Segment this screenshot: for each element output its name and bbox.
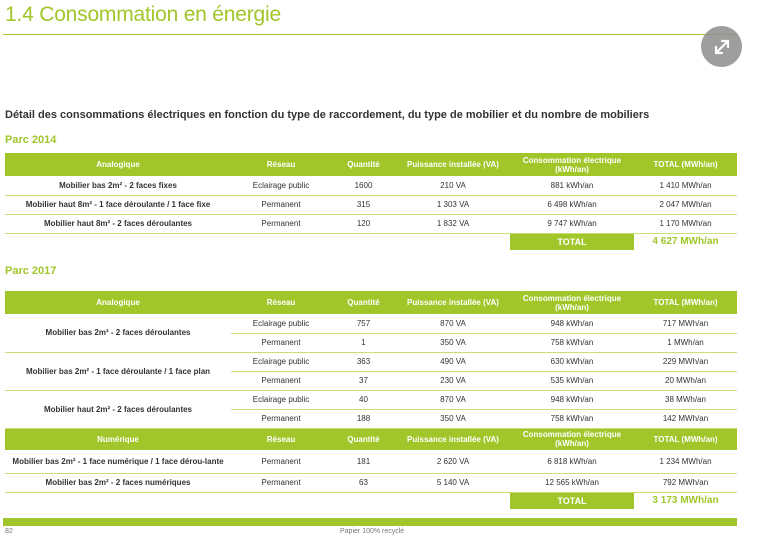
column-header: Analogique: [5, 153, 231, 176]
power-cell: 350 VA: [396, 333, 510, 352]
page-title: 1.4 Consommation en énergie: [5, 3, 281, 26]
expand-arrows-icon: [711, 36, 733, 58]
consumption-cell: 12 565 kWh/an: [510, 473, 634, 492]
furniture-type: Mobilier bas 2m² - 1 face déroulante / 1 face plan: [5, 352, 231, 390]
quantity-cell: 315: [331, 195, 396, 214]
table-row: [5, 314, 737, 333]
column-header: Quantité: [331, 153, 396, 176]
consumption-cell: 535 kWh/an: [510, 371, 634, 390]
column-header: Quantité: [331, 428, 396, 450]
parc-2014-heading: Parc 2014: [5, 134, 57, 146]
total-cell: 1 MWh/an: [634, 333, 737, 352]
power-cell: 210 VA: [396, 176, 510, 195]
table-row: [5, 352, 737, 371]
quantity-cell: 37: [331, 371, 396, 390]
table-row: [5, 390, 737, 409]
network-cell: Permanent: [231, 473, 331, 492]
table-row: [5, 450, 737, 473]
consumption-cell: 9 747 kWh/an: [510, 214, 634, 233]
network-cell: Eclairage public: [231, 176, 331, 195]
column-header: TOTAL (MWh/an): [634, 291, 737, 314]
power-cell: 1 303 VA: [396, 195, 510, 214]
footer-note: Papier 100% recyclé: [340, 528, 405, 535]
total-cell: 38 MWh/an: [634, 390, 737, 409]
total-cell: 1 170 MWh/an: [634, 214, 737, 233]
footer-bar: [3, 518, 737, 526]
total-cell: 20 MWh/an: [634, 371, 737, 390]
section-subtitle: Détail des consommations électriques en fonction du type de raccordement, du type de mobilier et du nombre de mobiliers: [5, 109, 650, 121]
power-cell: 2 620 VA: [396, 450, 510, 473]
column-header: Réseau: [231, 291, 331, 314]
column-header: Consommation électrique (kWh/an): [510, 291, 634, 314]
quantity-cell: 757: [331, 314, 396, 333]
network-cell: Permanent: [231, 371, 331, 390]
consumption-cell: 948 kWh/an: [510, 390, 634, 409]
column-header: TOTAL (MWh/an): [634, 428, 737, 450]
consumption-cell: 758 kWh/an: [510, 409, 634, 428]
column-header: Puissance installée (VA): [396, 291, 510, 314]
quantity-cell: 40: [331, 390, 396, 409]
consumption-cell: 6 498 kWh/an: [510, 195, 634, 214]
table-row: [5, 176, 737, 195]
power-cell: 230 VA: [396, 371, 510, 390]
total-cell: 2 047 MWh/an: [634, 195, 737, 214]
power-cell: 350 VA: [396, 409, 510, 428]
table-row: [5, 195, 737, 214]
power-cell: 870 VA: [396, 314, 510, 333]
total-cell: 792 MWh/an: [634, 473, 737, 492]
furniture-type: Mobilier bas 2m² - 1 face numérique / 1 face dérou-lante: [5, 450, 231, 473]
quantity-cell: 120: [331, 214, 396, 233]
quantity-cell: 63: [331, 473, 396, 492]
furniture-type: Mobilier bas 2m² - 2 faces numériques: [5, 473, 231, 492]
parc-2014-table: [5, 153, 737, 250]
total-label: TOTAL: [510, 492, 634, 509]
numeric-header-row: [5, 428, 737, 450]
table-row: [5, 214, 737, 233]
quantity-cell: 1600: [331, 176, 396, 195]
consumption-cell: 948 kWh/an: [510, 314, 634, 333]
network-cell: Permanent: [231, 195, 331, 214]
consumption-cell: 6 818 kWh/an: [510, 450, 634, 473]
quantity-cell: 188: [331, 409, 396, 428]
table-header-row: [5, 153, 737, 176]
column-header: Puissance installée (VA): [396, 428, 510, 450]
furniture-type: Mobilier haut 2m² - 2 faces déroulantes: [5, 390, 231, 428]
column-header: Réseau: [231, 153, 331, 176]
power-cell: 5 140 VA: [396, 473, 510, 492]
furniture-type: Mobilier bas 2m² - 2 faces fixes: [5, 176, 231, 195]
total-row: [5, 233, 737, 250]
column-header: Analogique: [5, 291, 231, 314]
table-row: [5, 473, 737, 492]
network-cell: Permanent: [231, 333, 331, 352]
table-header-row: [5, 291, 737, 314]
quantity-cell: 181: [331, 450, 396, 473]
network-cell: Eclairage public: [231, 314, 331, 333]
page-number: 82: [5, 528, 13, 535]
parc-2017-table: [5, 291, 737, 509]
total-cell: 717 MWh/an: [634, 314, 737, 333]
network-cell: Permanent: [231, 409, 331, 428]
expand-button[interactable]: [701, 26, 742, 67]
column-header: Puissance installée (VA): [396, 153, 510, 176]
column-header: Numérique: [5, 428, 231, 450]
furniture-type: Mobilier bas 2m² - 2 faces déroulantes: [5, 314, 231, 352]
total-row: [5, 492, 737, 509]
network-cell: Eclairage public: [231, 390, 331, 409]
power-cell: 870 VA: [396, 390, 510, 409]
column-header: Réseau: [231, 428, 331, 450]
column-header: Quantité: [331, 291, 396, 314]
total-cell: 229 MWh/an: [634, 352, 737, 371]
column-header: Consommation électrique (kWh/an): [510, 153, 634, 176]
parc-2017-heading: Parc 2017: [5, 265, 57, 277]
column-header: TOTAL (MWh/an): [634, 153, 737, 176]
network-cell: Eclairage public: [231, 352, 331, 371]
total-cell: 142 MWh/an: [634, 409, 737, 428]
total-cell: 1 234 MWh/an: [634, 450, 737, 473]
quantity-cell: 1: [331, 333, 396, 352]
furniture-type: Mobilier haut 8m² - 1 face déroulante / 1 face fixe: [5, 195, 231, 214]
total-label: TOTAL: [510, 233, 634, 250]
column-header: Consommation électrique (kWh/an): [510, 428, 634, 450]
total-value: 3 173 MWh/an: [652, 495, 719, 507]
power-cell: 490 VA: [396, 352, 510, 371]
network-cell: Permanent: [231, 450, 331, 473]
consumption-cell: 881 kWh/an: [510, 176, 634, 195]
title-divider: [3, 34, 737, 35]
quantity-cell: 363: [331, 352, 396, 371]
consumption-cell: 630 kWh/an: [510, 352, 634, 371]
consumption-cell: 758 kWh/an: [510, 333, 634, 352]
total-cell: 1 410 MWh/an: [634, 176, 737, 195]
network-cell: Permanent: [231, 214, 331, 233]
power-cell: 1 832 VA: [396, 214, 510, 233]
total-value: 4 627 MWh/an: [652, 236, 719, 248]
furniture-type: Mobilier haut 8m² - 2 faces déroulantes: [5, 214, 231, 233]
